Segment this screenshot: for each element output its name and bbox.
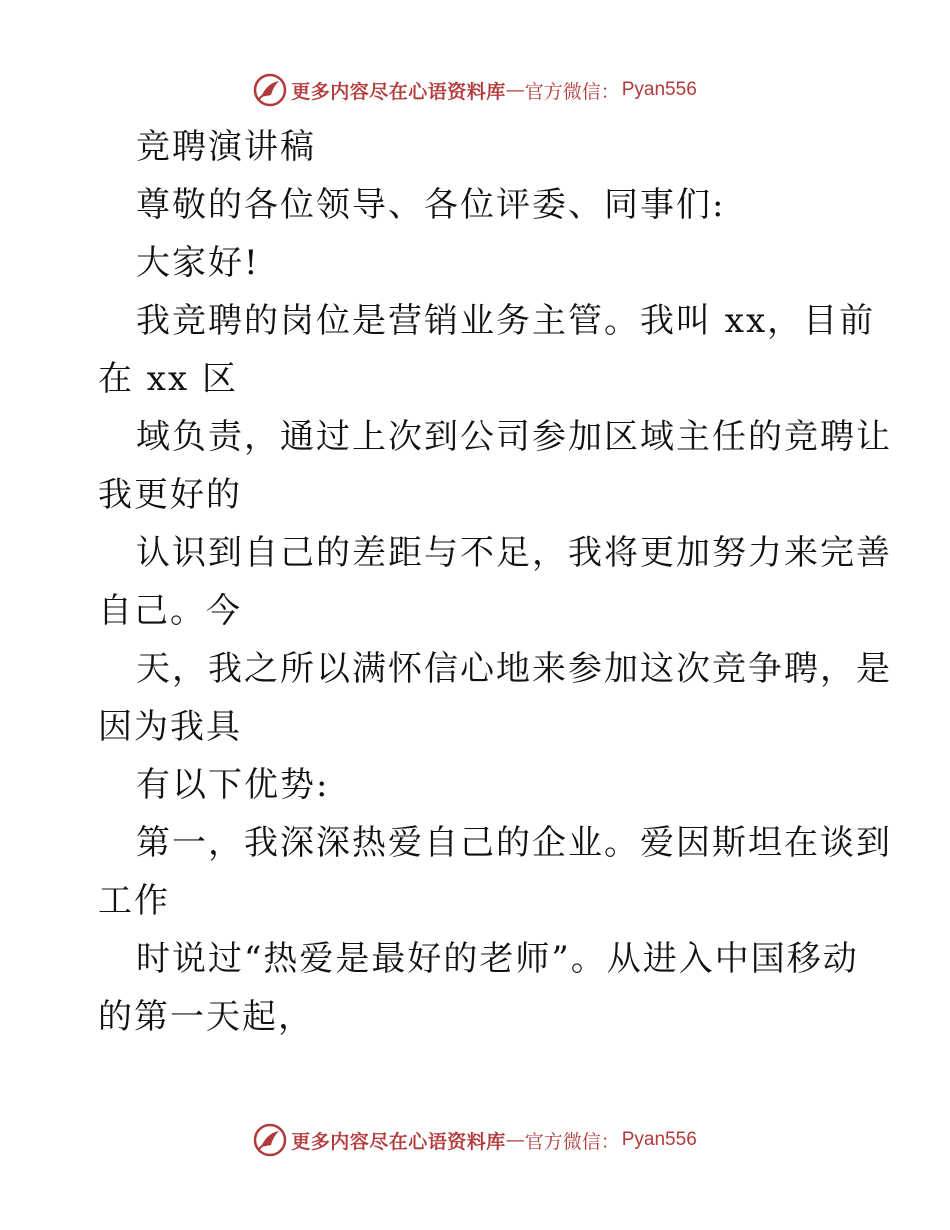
paragraph-line: 在 xx 区: [98, 359, 238, 399]
paragraph-line: 工作: [98, 881, 170, 921]
watermark-separator: —: [505, 1129, 525, 1151]
salutation: 尊敬的各位领导、各位评委、同事们:: [136, 185, 726, 225]
logo-icon: [253, 73, 287, 107]
paragraph-line: 我竞聘的岗位是营销业务主管。我叫 xx，目前: [136, 301, 876, 341]
watermark-label: 官方微信：: [524, 1130, 620, 1153]
watermark-label: 官方微信：: [524, 80, 620, 103]
paragraph-line: 因为我具: [98, 707, 242, 747]
paragraph-line: 域负责，通过上次到公司参加区域主任的竞聘让: [136, 417, 892, 457]
header-watermark: [0, 70, 950, 110]
document-body: [98, 118, 892, 1046]
greeting: 大家好!: [136, 243, 260, 283]
footer-watermark: [0, 1120, 950, 1160]
paragraph-line: 天，我之所以满怀信心地来参加这次竞争聘，是: [136, 649, 892, 689]
paragraph-line: 的第一天起，: [98, 997, 314, 1037]
watermark-text: 更多内容尽在心语资料库: [291, 1130, 506, 1153]
paragraph-line: 认识到自己的差距与不足，我将更加努力来完善: [136, 533, 892, 573]
watermark-text: 更多内容尽在心语资料库: [291, 80, 506, 103]
paragraph-line: 时说过“热爱是最好的老师”。从进入中国移动: [136, 939, 859, 979]
paragraph-line: 自己。今: [98, 591, 242, 631]
watermark-separator: —: [505, 79, 525, 101]
watermark-id: Pyan556: [621, 1129, 697, 1150]
document-title: 竞聘演讲稿: [136, 127, 316, 167]
paragraph-line: 我更好的: [98, 475, 242, 515]
watermark-id: Pyan556: [621, 79, 697, 100]
paragraph-line: 有以下优势:: [136, 765, 330, 805]
paragraph-line: 第一，我深深热爱自己的企业。爱因斯坦在谈到: [136, 823, 892, 863]
logo-icon: [253, 1123, 287, 1157]
